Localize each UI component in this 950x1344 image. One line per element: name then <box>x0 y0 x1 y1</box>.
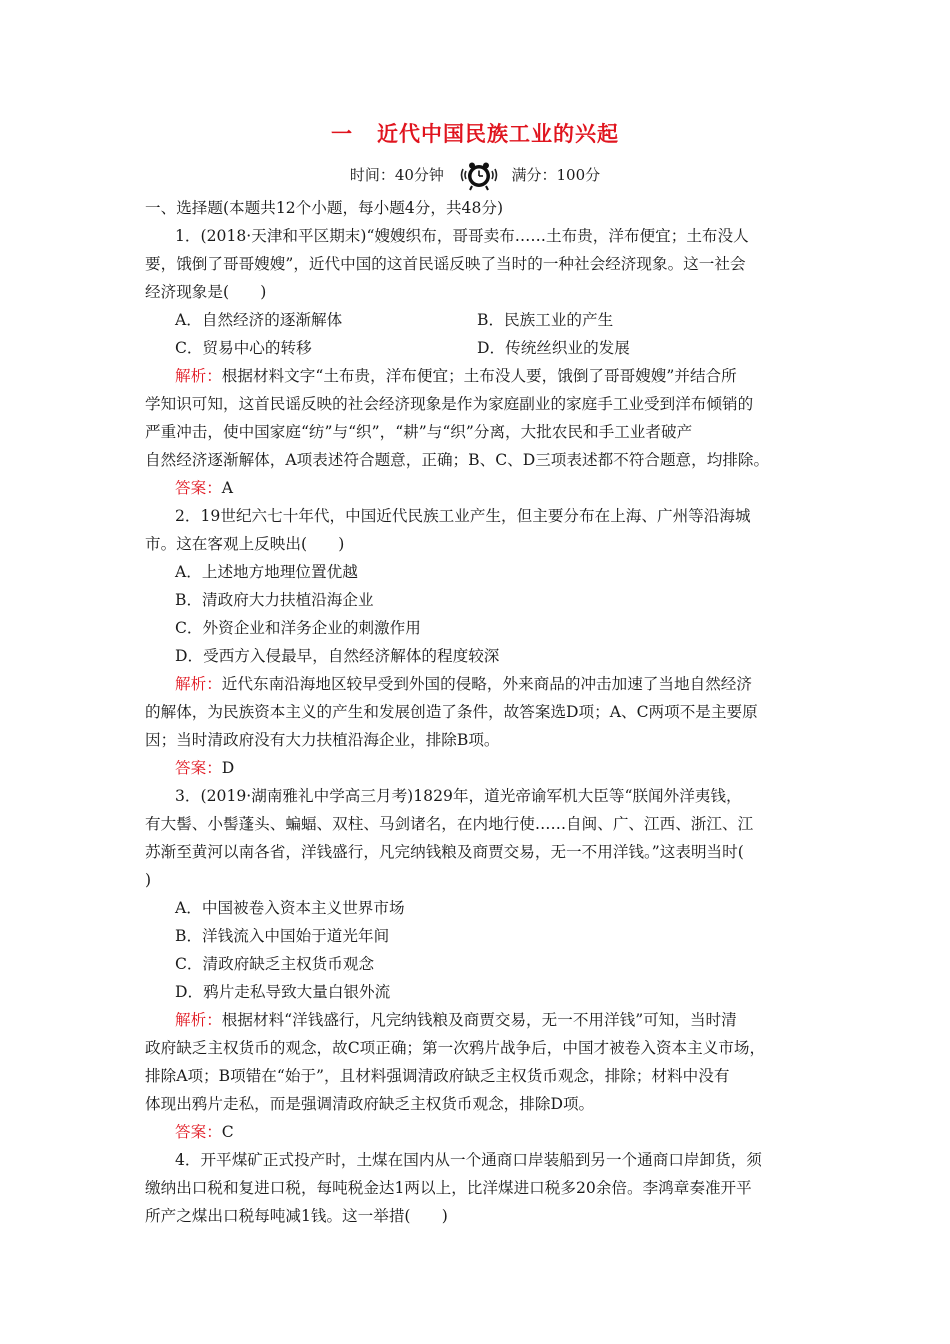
q2-stem-line2: 市。这在客观上反映出( ) <box>145 535 345 553</box>
q3-option-a: A．中国被卷入资本主义世界市场 <box>175 899 405 917</box>
q3-analysis-line1: 解析：根据材料“洋钱盛行，凡完纳钱粮及商贾交易，无一不用洋钱”可知，当时清 <box>175 1011 737 1029</box>
q3-answer: 答案：C <box>175 1123 234 1141</box>
full-score: 满分：100分 <box>511 166 601 184</box>
q4-stem-line1: 4．开平煤矿正式投产时，土煤在国内从一个通商口岸装船到另一个通商口岸卸货，须 <box>175 1151 762 1169</box>
q2-analysis-line1: 解析：近代东南沿海地区较早受到外国的侵略，外来商品的冲击加速了当地自然经济 <box>175 675 752 693</box>
q3-analysis-line2: 政府缺乏主权货币的观念，故C项正确；第一次鸦片战争后，中国才被卷入资本主义市场， <box>145 1039 766 1057</box>
q1-stem-line3: 经济现象是( ) <box>145 283 267 301</box>
q1-option-a: A．自然经济的逐渐解体 <box>175 311 343 329</box>
analysis-label: 解析： <box>175 367 222 385</box>
q1-option-d: D．传统丝织业的发展 <box>477 339 630 357</box>
q3-stem-line1: 3．(2019·湖南雅礼中学高三月考)1829年，道光帝谕军机大臣等“朕闻外洋夷钱， <box>175 787 742 805</box>
q2-option-c: C．外资企业和洋务企业的刺激作用 <box>175 619 421 637</box>
answer-label: 答案： <box>175 479 222 497</box>
q2-stem-line1: 2．19世纪六七十年代，中国近代民族工业产生，但主要分布在上海、广州等沿海城 <box>175 507 751 525</box>
answer-label: 答案： <box>175 759 222 777</box>
time-limit: 时间：40分钟 <box>349 166 444 184</box>
q4-stem-line3: 所产之煤出口税每吨减1钱。这一举措( ) <box>145 1207 448 1225</box>
q2-option-d: D．受西方入侵最早，自然经济解体的程度较深 <box>175 647 500 665</box>
exam-meta <box>0 160 950 191</box>
q2-answer: 答案：D <box>175 759 235 777</box>
q1-option-b: B．民族工业的产生 <box>477 311 614 329</box>
q2-option-a: A．上述地方地理位置优越 <box>175 563 358 581</box>
q1-analysis-line3: 严重冲击，使中国家庭“纺”与“织”，“耕”与“织”分离，大批农民和手工业者破产 <box>145 423 693 441</box>
q1-analysis-line2: 学知识可知，这首民谣反映的社会经济现象是作为家庭副业的家庭手工业受到洋布倾销的 <box>145 395 754 413</box>
q1-option-c: C．贸易中心的转移 <box>175 339 312 357</box>
q1-answer: 答案：A <box>175 479 234 497</box>
q3-stem-line4: ) <box>145 871 152 889</box>
q3-stem-line2: 有大髻、小髻蓬头、蝙蝠、双柱、马剑诸名，在内地行使……自闽、广、江西、浙江、江 <box>145 815 754 833</box>
q3-option-b: B．洋钱流入中国始于道光年间 <box>175 927 390 945</box>
section-heading: 一、选择题(本题共12个小题，每小题4分，共48分) <box>145 199 504 217</box>
title-number: 一 <box>331 122 353 146</box>
page-title <box>0 118 950 148</box>
q3-analysis-line4: 体现出鸦片走私，而是强调清政府缺乏主权货币观念，排除D项。 <box>145 1095 595 1113</box>
q1-stem-line1: 1．(2018·天津和平区期末)“嫂嫂织布，哥哥卖布……土布贵，洋布便宜；土布没人 <box>175 227 749 245</box>
q2-analysis-line3: 因；当时清政府没有大力扶植沿海企业，排除B项。 <box>145 731 500 749</box>
q3-option-c: C．清政府缺乏主权货币观念 <box>175 955 375 973</box>
answer-label: 答案： <box>175 1123 222 1141</box>
q3-option-d: D．鸦片走私导致大量白银外流 <box>175 983 391 1001</box>
q1-stem-line2: 要，饿倒了哥哥嫂嫂”，近代中国的这首民谣反映了当时的一种社会经济现象。这一社会 <box>145 255 746 273</box>
q2-analysis-line2: 的解体，为民族资本主义的产生和发展创造了条件，故答案选D项；A、C两项不是主要原 <box>145 703 758 721</box>
alarm-clock-icon <box>457 161 501 191</box>
q3-stem-line3: 苏渐至黄河以南各省，洋钱盛行，凡完纳钱粮及商贾交易，无一不用洋钱。”这表明当时( <box>145 843 744 861</box>
q3-analysis-line3: 排除A项；B项错在“始于”，且材料强调清政府缺乏主权货币观念，排除；材料中没有 <box>145 1067 730 1085</box>
title-text: 近代中国民族工业的兴起 <box>377 122 619 146</box>
q1-analysis-line1: 解析：根据材料文字“土布贵，洋布便宜；土布没人要，饿倒了哥哥嫂嫂”并结合所 <box>175 367 737 385</box>
q4-stem-line2: 缴纳出口税和复进口税，每吨税金达1两以上，比洋煤进口税多20余倍。李鸿章奏准开平 <box>145 1179 752 1197</box>
q2-option-b: B．清政府大力扶植沿海企业 <box>175 591 374 609</box>
analysis-label: 解析： <box>175 1011 222 1029</box>
q1-analysis-line4: 自然经济逐渐解体，A项表述符合题意，正确；B、C、D三项表述都不符合题意，均排除。 <box>145 451 770 469</box>
analysis-label: 解析： <box>175 675 222 693</box>
